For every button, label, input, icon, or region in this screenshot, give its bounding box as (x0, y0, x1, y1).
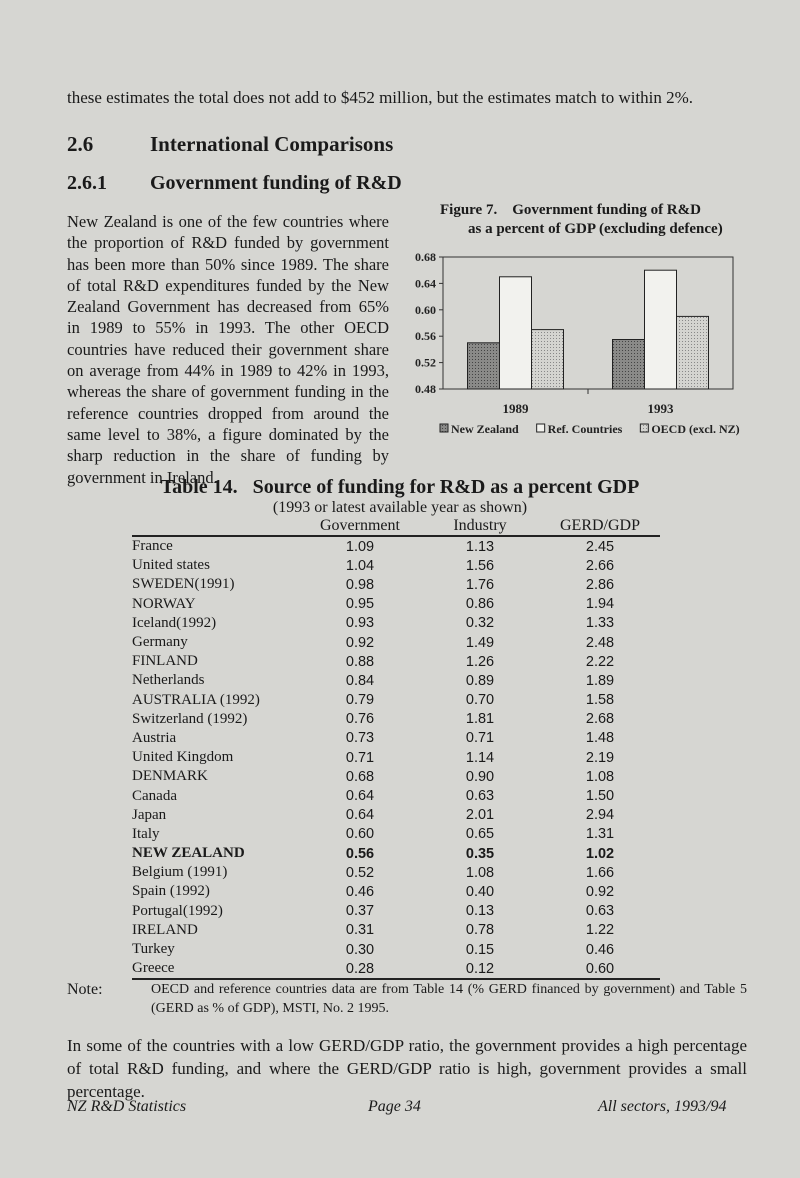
table-row (132, 710, 660, 729)
section-heading (67, 132, 393, 157)
value-cell: 1.26 (465, 653, 495, 670)
value-cell: 0.95 (345, 596, 375, 613)
subsection-title: Government funding of R&D (150, 172, 402, 194)
value-cell: 0.86 (465, 596, 495, 613)
y-tick-label: 0.60 (415, 302, 436, 317)
x-tick-label: 1989 (502, 401, 529, 416)
value-cell: 0.71 (345, 749, 375, 766)
table-row (132, 536, 660, 556)
table-title: Table 14. Source of funding for R&D as a percent GDP (160, 476, 640, 498)
value-cell: 0.35 (465, 845, 495, 862)
legend-label: OECD (excl. NZ) (651, 422, 740, 436)
value-cell: 0.71 (465, 730, 495, 747)
bar-oecd-excl-nz--1993 (677, 316, 709, 389)
legend-swatch (640, 424, 648, 432)
table-row (132, 844, 660, 863)
value-cell: 1.56 (465, 557, 495, 574)
value-cell: 0.63 (465, 788, 495, 805)
value-cell: 2.66 (585, 557, 615, 574)
table-row (132, 806, 660, 825)
figure-subtitle: as a percent of GDP (excluding defence) (468, 221, 723, 237)
column-header: Industry (420, 517, 540, 536)
continuation-line: these estimates the total does not add to $452 million, but the estimates match to within 2%. (67, 88, 694, 107)
country-cell: DENMARK (132, 768, 208, 785)
country-cell: Portugal(1992) (132, 902, 223, 919)
value-cell: 0.93 (345, 615, 375, 632)
legend-label: New Zealand (451, 422, 519, 436)
value-cell: 0.63 (585, 903, 615, 920)
value-cell: 0.12 (420, 959, 540, 979)
legend-label: Ref. Countries (547, 422, 623, 436)
value-cell: 0.64 (345, 788, 375, 805)
value-cell: 0.52 (345, 864, 375, 881)
value-cell: 0.68 (345, 768, 375, 785)
bar-new-zealand-1989 (468, 343, 500, 389)
note-text: OECD and reference countries data are from Table 14 (% GERD financed by government) and Table 5 (GERD as % of GDP), MSTI, No. 2 1995. (151, 982, 747, 1016)
value-cell: 1.66 (585, 864, 615, 881)
legend-swatch (537, 424, 545, 432)
bar-oecd-excl-nz--1989 (532, 330, 564, 389)
country-cell: Italy (132, 825, 160, 842)
value-cell: 0.76 (345, 711, 375, 728)
value-cell: 0.32 (465, 615, 495, 632)
value-cell: 2.48 (585, 634, 615, 651)
country-cell: United states (132, 557, 210, 574)
value-cell: 1.22 (585, 922, 615, 939)
column-header (132, 517, 300, 536)
column-header: GERD/GDP (540, 517, 660, 536)
value-cell: 0.28 (300, 959, 420, 979)
table-row (132, 825, 660, 844)
value-cell: 0.31 (345, 922, 375, 939)
y-tick-label: 0.64 (415, 276, 436, 291)
value-cell: 1.50 (585, 788, 615, 805)
closing-paragraph: In some of the countries with a low GERD/GDP ratio, the government provides a high percentage of total R&D funding, and where the GERD/GDP ratio is high, government provides a small percentage. (67, 1036, 747, 1101)
value-cell: 0.92 (345, 634, 375, 651)
country-cell: NEW ZEALAND (132, 845, 245, 862)
country-cell: Netherlands (132, 672, 205, 689)
value-cell: 1.02 (585, 845, 615, 862)
table-row (132, 748, 660, 767)
country-cell: IRELAND (132, 921, 198, 938)
value-cell: 0.40 (465, 883, 495, 900)
value-cell: 1.13 (465, 538, 495, 555)
table-row (132, 882, 660, 901)
value-cell: 1.09 (345, 538, 375, 555)
value-cell: 0.73 (345, 730, 375, 747)
value-cell: 1.76 (465, 576, 495, 593)
value-cell: 1.58 (585, 692, 615, 709)
figure-title (440, 201, 790, 239)
table-row (132, 614, 660, 633)
y-tick-label: 0.48 (415, 382, 436, 396)
column-header: Government (300, 517, 420, 536)
value-cell: 1.89 (585, 672, 615, 689)
value-cell: 1.08 (465, 864, 495, 881)
table-row (132, 921, 660, 940)
value-cell: 0.78 (465, 922, 495, 939)
country-cell: Canada (132, 787, 177, 804)
note (67, 980, 747, 1018)
value-cell: 0.60 (540, 959, 660, 979)
value-cell: 1.48 (585, 730, 615, 747)
y-tick-label: 0.68 (415, 250, 436, 264)
section-number: 2.6 (67, 132, 94, 156)
value-cell: 0.15 (465, 941, 495, 958)
country-cell: Greece (132, 959, 300, 979)
value-cell: 1.04 (345, 557, 375, 574)
bar-chart (400, 245, 800, 445)
value-cell: 0.60 (345, 826, 375, 843)
value-cell: 0.88 (345, 653, 375, 670)
table-header-row (132, 517, 660, 536)
country-cell: SWEDEN(1991) (132, 576, 235, 593)
country-cell: Iceland(1992) (132, 614, 217, 631)
table-row (132, 940, 660, 959)
footer-page: Page 34 (368, 1098, 421, 1115)
value-cell: 0.79 (345, 692, 375, 709)
table-row (132, 863, 660, 882)
value-cell: 0.37 (345, 903, 375, 920)
subsection-number: 2.6.1 (67, 172, 107, 194)
value-cell: 0.13 (465, 903, 495, 920)
bar-new-zealand-1993 (613, 340, 645, 390)
table-row (132, 767, 660, 786)
country-cell: France (132, 538, 173, 555)
x-tick-label: 1993 (647, 401, 674, 416)
bar-ref-countries-1993 (645, 270, 677, 389)
funding-table (132, 517, 660, 980)
country-cell: AUSTRALIA (1992) (132, 691, 260, 708)
table-row (132, 902, 660, 921)
subsection-heading (67, 172, 402, 195)
value-cell: 0.56 (345, 845, 375, 862)
value-cell: 1.33 (585, 615, 615, 632)
y-tick-label: 0.52 (415, 355, 436, 370)
value-cell: 0.92 (585, 883, 615, 900)
table-row (132, 671, 660, 690)
bar-ref-countries-1989 (500, 277, 532, 389)
value-cell: 2.22 (585, 653, 615, 670)
table-row (132, 575, 660, 594)
value-cell: 2.45 (585, 538, 615, 555)
value-cell: 2.01 (465, 807, 495, 824)
table-row (132, 633, 660, 652)
legend-swatch (440, 424, 448, 432)
value-cell: 0.65 (465, 826, 495, 843)
value-cell: 0.98 (345, 576, 375, 593)
country-cell: FINLAND (132, 653, 198, 670)
table-row (132, 786, 660, 805)
country-cell: Japan (132, 806, 167, 823)
value-cell: 0.70 (465, 692, 495, 709)
value-cell: 1.08 (585, 768, 615, 785)
value-cell: 1.14 (465, 749, 495, 766)
value-cell: 0.64 (345, 807, 375, 824)
value-cell: 0.46 (585, 941, 615, 958)
y-tick-label: 0.56 (415, 329, 436, 344)
table-row (132, 652, 660, 671)
value-cell: 1.81 (465, 711, 495, 728)
figure-title-line1: Figure 7. Government funding of R&D (440, 202, 701, 218)
value-cell: 0.46 (345, 883, 375, 900)
note-label: Note: (67, 981, 103, 998)
value-cell: 0.30 (345, 941, 375, 958)
table-row (132, 729, 660, 748)
country-cell: United Kingdom (132, 749, 234, 766)
value-cell: 0.90 (465, 768, 495, 785)
country-cell: Belgium (1991) (132, 864, 228, 881)
value-cell: 2.68 (585, 711, 615, 728)
country-cell: Austria (132, 729, 177, 746)
value-cell: 1.94 (585, 596, 615, 613)
footer-right: All sectors, 1993/94 (598, 1098, 727, 1115)
body-paragraph: New Zealand is one of the few countries where the proportion of R&D funded by government has been more than 50% since 1989. The share of total R&D expenditures funded by the New Zealand Government has decreased from 65% in 1989 to 55% in 1993. The other OECD countries have reduced their government share on average from 44% in 1989 to 42% in 1993, whereas the share of government funding in the reference countries dropped from around the same level to 38%, a figure dominated by the sharp reduction in the share of funding by government in Ireland. (67, 212, 389, 487)
country-cell: Switzerland (1992) (132, 710, 248, 727)
value-cell: 1.49 (465, 634, 495, 651)
table-row (132, 595, 660, 614)
table-row (132, 959, 660, 979)
table-row (132, 691, 660, 710)
section-title: International Comparisons (150, 132, 394, 156)
value-cell: 2.86 (585, 576, 615, 593)
table-row (132, 556, 660, 575)
table-subtitle: (1993 or latest available year as shown) (272, 499, 528, 516)
value-cell: 2.19 (585, 749, 615, 766)
country-cell: Spain (1992) (132, 883, 210, 900)
value-cell: 0.84 (345, 672, 375, 689)
footer-left: NZ R&D Statistics (67, 1098, 187, 1115)
country-cell: Germany (132, 634, 188, 651)
value-cell: 2.94 (585, 807, 615, 824)
country-cell: Turkey (132, 941, 175, 958)
value-cell: 0.89 (465, 672, 495, 689)
value-cell: 1.31 (585, 826, 615, 843)
country-cell: NORWAY (132, 595, 196, 612)
